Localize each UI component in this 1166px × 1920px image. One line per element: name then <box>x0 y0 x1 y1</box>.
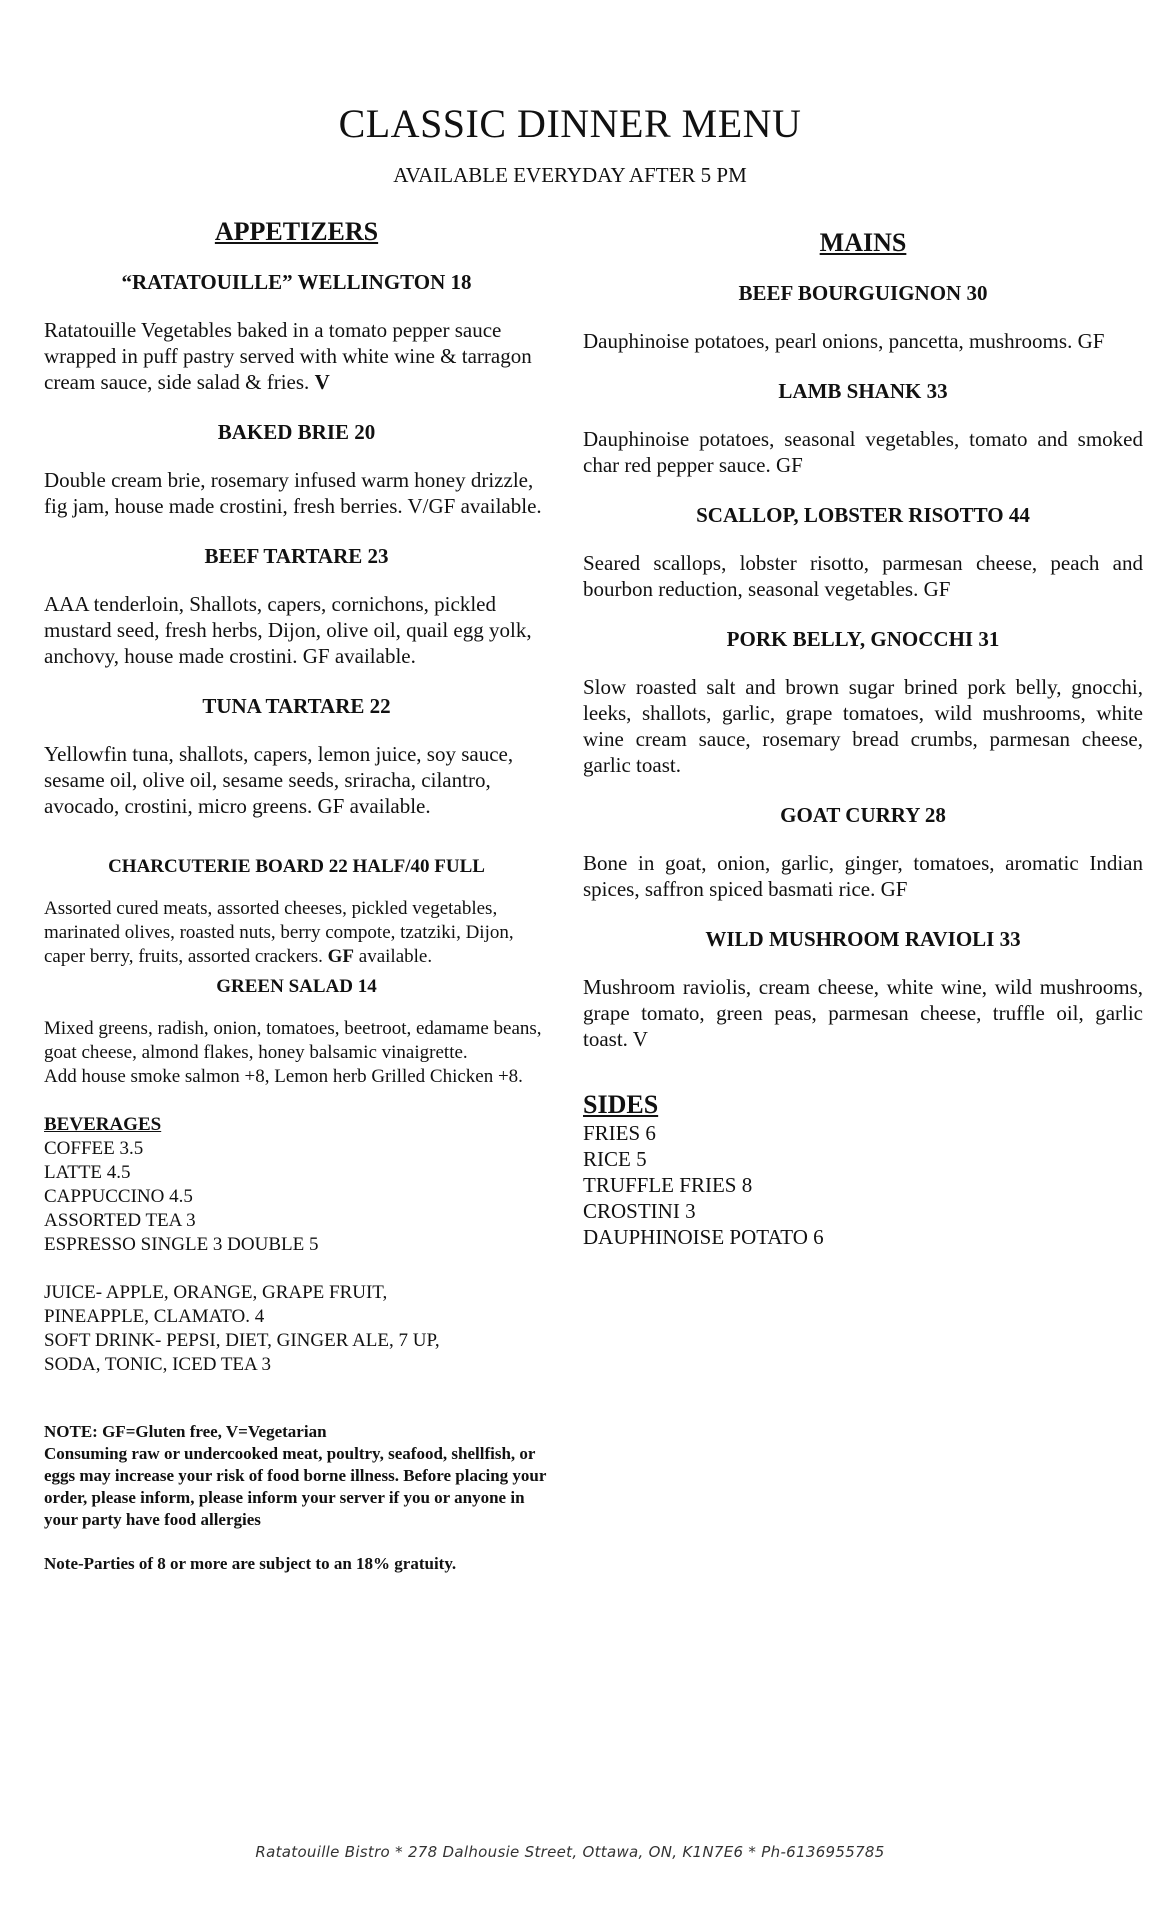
main-desc: Dauphinoise potatoes, seasonal vegetables, tomato and smoked char red pepper sauce. GF <box>583 427 1143 477</box>
side-item: TRUFFLE FRIES 8 <box>583 1173 753 1197</box>
charcuterie-desc-tail: available. <box>358 946 433 967</box>
beverage-item: ESPRESSO SINGLE 3 DOUBLE 5 <box>44 1234 319 1255</box>
left-column <box>44 215 549 1575</box>
main-desc: Bone in goat, onion, garlic, ginger, tomatoes, aromatic Indian spices, saffron spiced basmati rice. GF <box>583 851 1143 901</box>
main-desc: Seared scallops, lobster risotto, parmesan cheese, peach and bourbon reduction, seasonal vegetables. GF <box>583 551 1143 601</box>
sides-heading: SIDES <box>583 1090 659 1119</box>
appetizer-desc: Double cream brie, rosemary infused warm honey drizzle, fig jam, house made crostini, fresh berries. V/GF available. <box>44 468 542 518</box>
appetizer-desc: Yellowfin tuna, shallots, capers, lemon juice, soy sauce, sesame oil, olive oil, sesame seeds, sriracha, cilantro, avocado, crostini, micro greens. GF available. <box>44 742 514 818</box>
main-desc: Dauphinoise potatoes, pearl onions, pancetta, mushrooms. GF <box>583 329 1105 353</box>
salad-name: GREEN SALAD 14 <box>216 976 377 997</box>
menu-title: CLASSIC DINNER MENU <box>338 101 802 146</box>
menu-subtitle: AVAILABLE EVERYDAY AFTER 5 PM <box>393 163 747 187</box>
side-item: RICE 5 <box>583 1147 647 1171</box>
main-name: SCALLOP, LOBSTER RISOTTO 44 <box>696 503 1030 527</box>
main-name: LAMB SHANK 33 <box>778 379 948 403</box>
side-item: DAUPHINOISE POTATO 6 <box>583 1225 824 1249</box>
right-column <box>583 226 1143 1250</box>
appetizer-name: TUNA TARTARE 22 <box>202 694 391 718</box>
main-name: PORK BELLY, GNOCCHI 31 <box>726 627 1000 651</box>
beverage-item: COFFEE 3.5 <box>44 1138 144 1159</box>
beverage-item: CAPPUCCINO 4.5 <box>44 1186 193 1207</box>
appetizer-name: BEEF TARTARE 23 <box>204 544 389 568</box>
note-gratuity: Note-Parties of 8 or more are subject to an 18% gratuity. <box>44 1554 457 1573</box>
beverages-heading: BEVERAGES <box>44 1114 162 1135</box>
vegetarian-tag: V <box>314 370 330 394</box>
appetizer-name: “RATATOUILLE” WELLINGTON 18 <box>121 270 472 294</box>
restaurant-footer: Ratatouille Bistro * 278 Dalhousie Street, Ottawa, ON, K1N7E6 * Ph-6136955785 <box>255 1843 885 1861</box>
charcuterie-desc <box>44 897 549 969</box>
beverage-soft-drink: SOFT DRINK- PEPSI, DIET, GINGER ALE, 7 UP, SODA, TONIC, ICED TEA 3 <box>44 1330 440 1375</box>
beverage-item: ASSORTED TEA 3 <box>44 1210 196 1231</box>
main-name: BEEF BOURGUIGNON 30 <box>738 281 988 305</box>
salad-desc: Mixed greens, radish, onion, tomatoes, beetroot, edamame beans, goat cheese, almond flakes, honey balsamic vinaigrette. <box>44 1018 542 1063</box>
note-allergy: Consuming raw or undercooked meat, poultry, seafood, shellfish, or eggs may increase your risk of food borne illness. Before placing your order, please inform, please inform your server if you or anyone in your party have food allergies <box>44 1444 547 1529</box>
mains-heading: MAINS <box>819 228 907 257</box>
main-name: GOAT CURRY 28 <box>780 803 946 827</box>
charcuterie-desc-text: Assorted cured meats, assorted cheeses, pickled vegetables, marinated olives, roasted nuts, berry compote, tzatziki, Dijon, caper berry, fruits, assorted crackers. <box>44 898 514 967</box>
note-legend: NOTE: GF=Gluten free, V=Vegetarian <box>44 1422 327 1441</box>
gluten-free-tag: GF <box>327 946 355 967</box>
main-name: WILD MUSHROOM RAVIOLI 33 <box>705 927 1021 951</box>
side-item: FRIES 6 <box>583 1121 656 1145</box>
appetizer-desc: AAA tenderloin, Shallots, capers, cornichons, pickled mustard seed, fresh herbs, Dijon, olive oil, quail egg yolk, anchovy, house made crostini. GF available. <box>44 592 532 668</box>
beverage-juice: JUICE- APPLE, ORANGE, GRAPE FRUIT, PINEAPPLE, CLAMATO. 4 <box>44 1282 388 1327</box>
main-desc: Mushroom raviolis, cream cheese, white wine, wild mushrooms, grape tomato, green peas, parmesan cheese, truffle oil, garlic toast. V <box>583 975 1143 1051</box>
appetizer-name: BAKED BRIE 20 <box>217 420 376 444</box>
appetizer-desc-text: Ratatouille Vegetables baked in a tomato pepper sauce wrapped in puff pastry served with white wine & tarragon cream sauce, side salad & fries. <box>44 318 532 394</box>
appetizer-desc <box>44 317 549 395</box>
charcuterie-name: CHARCUTERIE BOARD 22 HALF/40 FULL <box>108 856 485 877</box>
side-item: CROSTINI 3 <box>583 1199 696 1223</box>
main-desc: Slow roasted salt and brown sugar brined pork belly, gnocchi, leeks, shallots, garlic, grape tomatoes, wild mushrooms, white wine cream sauce, rosemary bread crumbs, parmesan cheese, garlic toast. <box>583 675 1143 777</box>
beverage-item: LATTE 4.5 <box>44 1162 131 1183</box>
appetizers-heading: APPETIZERS <box>214 217 379 246</box>
salad-addon: Add house smoke salmon +8, Lemon herb Grilled Chicken +8. <box>44 1066 523 1087</box>
